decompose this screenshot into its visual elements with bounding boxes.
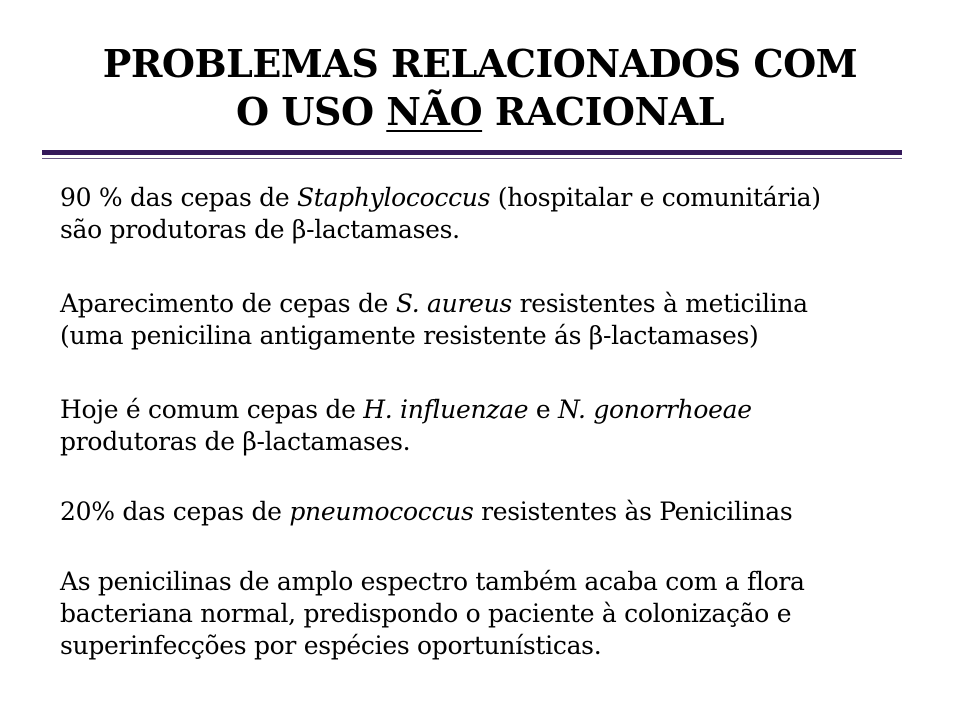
paragraph-staphylococcus xyxy=(60,182,920,246)
paragraph-line: bacteriana normal, predispondo o paciente à colonização e xyxy=(60,599,792,628)
text-run: (hospitalar e comunitária) xyxy=(490,183,821,212)
paragraph-pneumococcus xyxy=(60,496,920,528)
slide-title-line-2 xyxy=(40,88,920,136)
paragraph-line: são produtoras de β-lactamases. xyxy=(60,215,460,244)
species-name: H. influenzae xyxy=(363,395,529,424)
paragraph-line xyxy=(60,288,920,320)
paragraph-s-aureus xyxy=(60,288,920,352)
species-name: N. gonorrhoeae xyxy=(558,395,752,424)
text-run: e xyxy=(528,395,559,424)
text-run: 20% das cepas de xyxy=(60,497,290,526)
text-run: resistentes às Penicilinas xyxy=(473,497,793,526)
text-run: Aparecimento de cepas de xyxy=(60,289,396,318)
text-run: resistentes à meticilina xyxy=(511,289,808,318)
species-name: pneumococcus xyxy=(289,497,474,526)
slide-title-line-1: PROBLEMAS RELACIONADOS COM xyxy=(102,41,858,86)
paragraph-broad-spectrum xyxy=(60,566,920,662)
paragraph-line: (uma penicilina antigamente resistente ás β-lactamases) xyxy=(60,321,759,350)
species-name: S. aureus xyxy=(395,289,512,318)
paragraph-line xyxy=(60,394,920,426)
paragraph-line xyxy=(60,496,920,528)
text-run: 90 % das cepas de xyxy=(60,183,297,212)
paragraph-line xyxy=(60,182,920,214)
text-run: Hoje é comum cepas de xyxy=(60,395,364,424)
paragraph-line: produtoras de β-lactamases. xyxy=(60,427,411,456)
title-text: RACIONAL xyxy=(482,89,724,134)
title-divider-thick xyxy=(42,150,902,155)
species-name: Staphylococcus xyxy=(296,183,491,212)
paragraph-line: superinfecções por espécies oportunísticas. xyxy=(60,631,602,660)
paragraph-h-influenzae xyxy=(60,394,920,458)
title-text: O USO xyxy=(236,89,387,134)
title-underlined-word: NÃO xyxy=(386,89,483,134)
paragraph-line: As penicilinas de amplo espectro também acaba com a flora xyxy=(60,567,805,596)
title-divider-thin xyxy=(42,158,902,159)
